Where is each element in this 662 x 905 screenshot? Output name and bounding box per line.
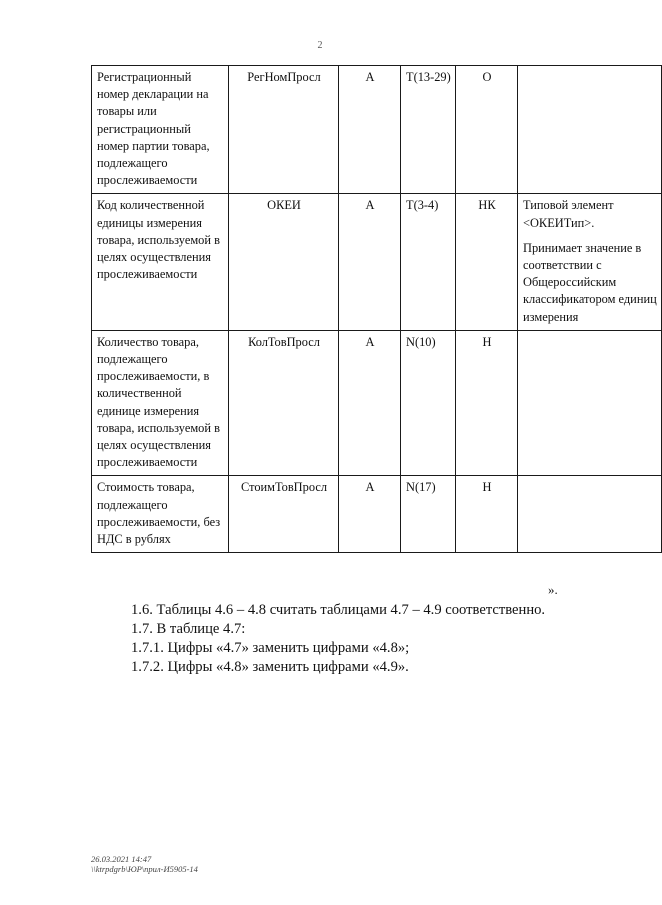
note-paragraph: Принимает значение в соответствии с Общероссийским классификатором единиц измерения: [523, 240, 657, 324]
page-number: 2: [317, 40, 323, 51]
cell-format: N(10): [401, 330, 456, 476]
paragraph: 1.7.1. Цифры «4.7» заменить цифрами «4.8»;: [131, 640, 410, 656]
table-row: [92, 476, 662, 553]
footer-file-path: \\ktrpdgrb\ЮР\прил-И5905-14: [91, 864, 198, 874]
cell-code: КолТовПросл: [229, 330, 339, 476]
cell-name: Код количественной единицы измерения товара, используемой в целях осуществления прослеживаемости: [92, 194, 229, 330]
cell-notes: [518, 194, 662, 330]
table-row: [92, 66, 662, 194]
cell-name: Стоимость товара, подлежащего прослеживаемости, без НДС в рублях: [92, 476, 229, 553]
cell-type: А: [339, 330, 401, 476]
paragraph: 1.7.2. Цифры «4.8» заменить цифрами «4.9».: [131, 659, 409, 675]
footer-timestamp: 26.03.2021 14:47: [91, 854, 152, 864]
cell-type: А: [339, 476, 401, 553]
cell-code: ОКЕИ: [229, 194, 339, 330]
closing-quote: ».: [548, 582, 558, 597]
paragraph: 1.7. В таблице 4.7:: [131, 621, 246, 637]
cell-format: N(17): [401, 476, 456, 553]
cell-required: Н: [456, 330, 518, 476]
cell-type: А: [339, 66, 401, 194]
cell-name: Количество товара, подлежащего прослеживаемости, в количественной единице измерения товара, используемой в целях осуществления прослеживаемости: [92, 330, 229, 476]
note-paragraph: Типовой элемент <ОКЕИТип>.: [523, 198, 614, 230]
cell-name: Регистрационный номер декларации на товары или регистрационный номер партии товара, подлежащего прослеживаемости: [92, 66, 229, 194]
cell-required: Н: [456, 476, 518, 553]
cell-required: НК: [456, 194, 518, 330]
cell-code: РегНомПросл: [229, 66, 339, 194]
table-row: [92, 330, 662, 476]
cell-notes: [518, 476, 662, 553]
requisites-table: [91, 65, 662, 553]
cell-format: Т(13-29): [401, 66, 456, 194]
cell-type: А: [339, 194, 401, 330]
cell-notes: [518, 66, 662, 194]
cell-required: О: [456, 66, 518, 194]
document-footer: [91, 854, 198, 874]
paragraph: 1.6. Таблицы 4.6 – 4.8 считать таблицами 4.7 – 4.9 соответственно.: [131, 602, 546, 618]
table-row: [92, 194, 662, 330]
cell-notes: [518, 330, 662, 476]
amendment-text: [131, 601, 545, 677]
cell-format: Т(3-4): [401, 194, 456, 330]
cell-code: СтоимТовПросл: [229, 476, 339, 553]
